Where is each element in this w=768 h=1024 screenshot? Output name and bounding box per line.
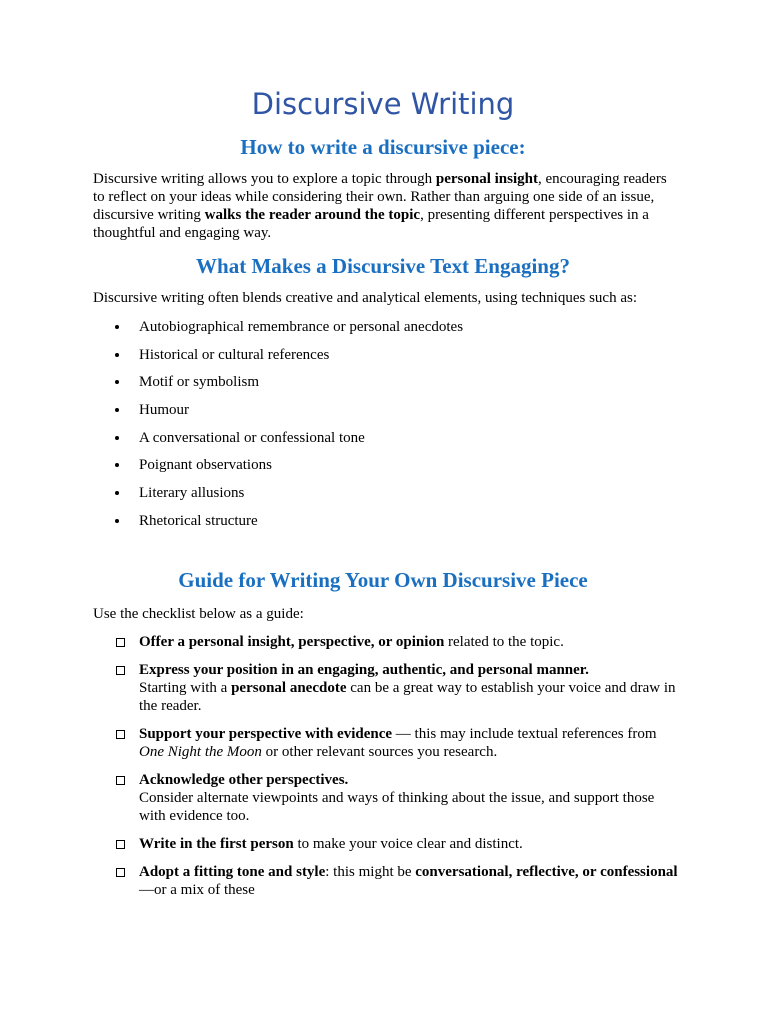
page-title: Discursive Writing xyxy=(251,87,515,121)
techniques-list xyxy=(93,318,463,540)
checkbox-icon[interactable] xyxy=(116,840,125,849)
checklist-item: Support your perspective with evidence — this may include textual references from One Night the Moon or other relevant sources you research. xyxy=(93,725,683,761)
checklist-intro: Use the checklist below as a guide: xyxy=(93,606,304,622)
list-item: Literary allusions xyxy=(93,484,463,502)
emphasis-walks-reader: walks the reader around the topic xyxy=(204,207,421,223)
list-item: Poignant observations xyxy=(93,456,463,474)
list-item: Motif or symbolism xyxy=(93,373,463,391)
checklist-item: Acknowledge other perspectives. Consider alternate viewpoints and ways of thinking about the issue, and support those with evidence too. xyxy=(93,771,683,825)
checklist xyxy=(93,633,683,909)
bullet-icon xyxy=(115,380,119,384)
checklist-item: Offer a personal insight, perspective, or opinion related to the topic. xyxy=(93,633,683,651)
bullet-icon xyxy=(115,408,119,412)
bullet-icon xyxy=(115,491,119,495)
list-item: Autobiographical remembrance or personal anecdotes xyxy=(93,318,463,336)
checkbox-icon[interactable] xyxy=(116,638,125,647)
list-item: A conversational or confessional tone xyxy=(93,429,463,447)
list-item: Humour xyxy=(93,401,463,419)
heading-guide: Guide for Writing Your Own Discursive Piece xyxy=(178,568,588,592)
checklist-item: Write in the first person to make your voice clear and distinct. xyxy=(93,835,683,853)
bullet-icon xyxy=(115,325,119,329)
list-item: Rhetorical structure xyxy=(93,512,463,530)
checkbox-icon[interactable] xyxy=(116,868,125,877)
techniques-intro: Discursive writing often blends creative and analytical elements, using techniques such as: xyxy=(93,290,638,306)
bullet-icon xyxy=(115,463,119,467)
checkbox-icon[interactable] xyxy=(116,666,125,675)
checklist-item: Adopt a fitting tone and style: this might be conversational, reflective, or confessional—or a mix of these xyxy=(93,863,683,899)
heading-how-to-write: How to write a discursive piece: xyxy=(240,135,526,159)
emphasis-personal-insight: personal insight xyxy=(435,171,538,187)
work-title: One Night the Moon xyxy=(139,744,262,760)
checklist-item: Express your position in an engaging, authentic, and personal manner. Starting with a personal anecdote can be a great way to establish your voice and draw in the reader. xyxy=(93,661,683,715)
bullet-icon xyxy=(115,519,119,523)
bullet-icon xyxy=(115,436,119,440)
bullet-icon xyxy=(115,353,119,357)
list-item: Historical or cultural references xyxy=(93,346,463,364)
checkbox-icon[interactable] xyxy=(116,730,125,739)
checkbox-icon[interactable] xyxy=(116,776,125,785)
intro-paragraph: Discursive writing allows you to explore a topic through personal insight, encouraging readers to reflect on your ideas while considering their own. Rather than arguing one side of an issue, discursive writing walks the reader around the topic, presenting different perspectives in a thoughtful and engaging way. xyxy=(93,171,667,241)
heading-what-makes-engaging: What Makes a Discursive Text Engaging? xyxy=(196,254,570,278)
